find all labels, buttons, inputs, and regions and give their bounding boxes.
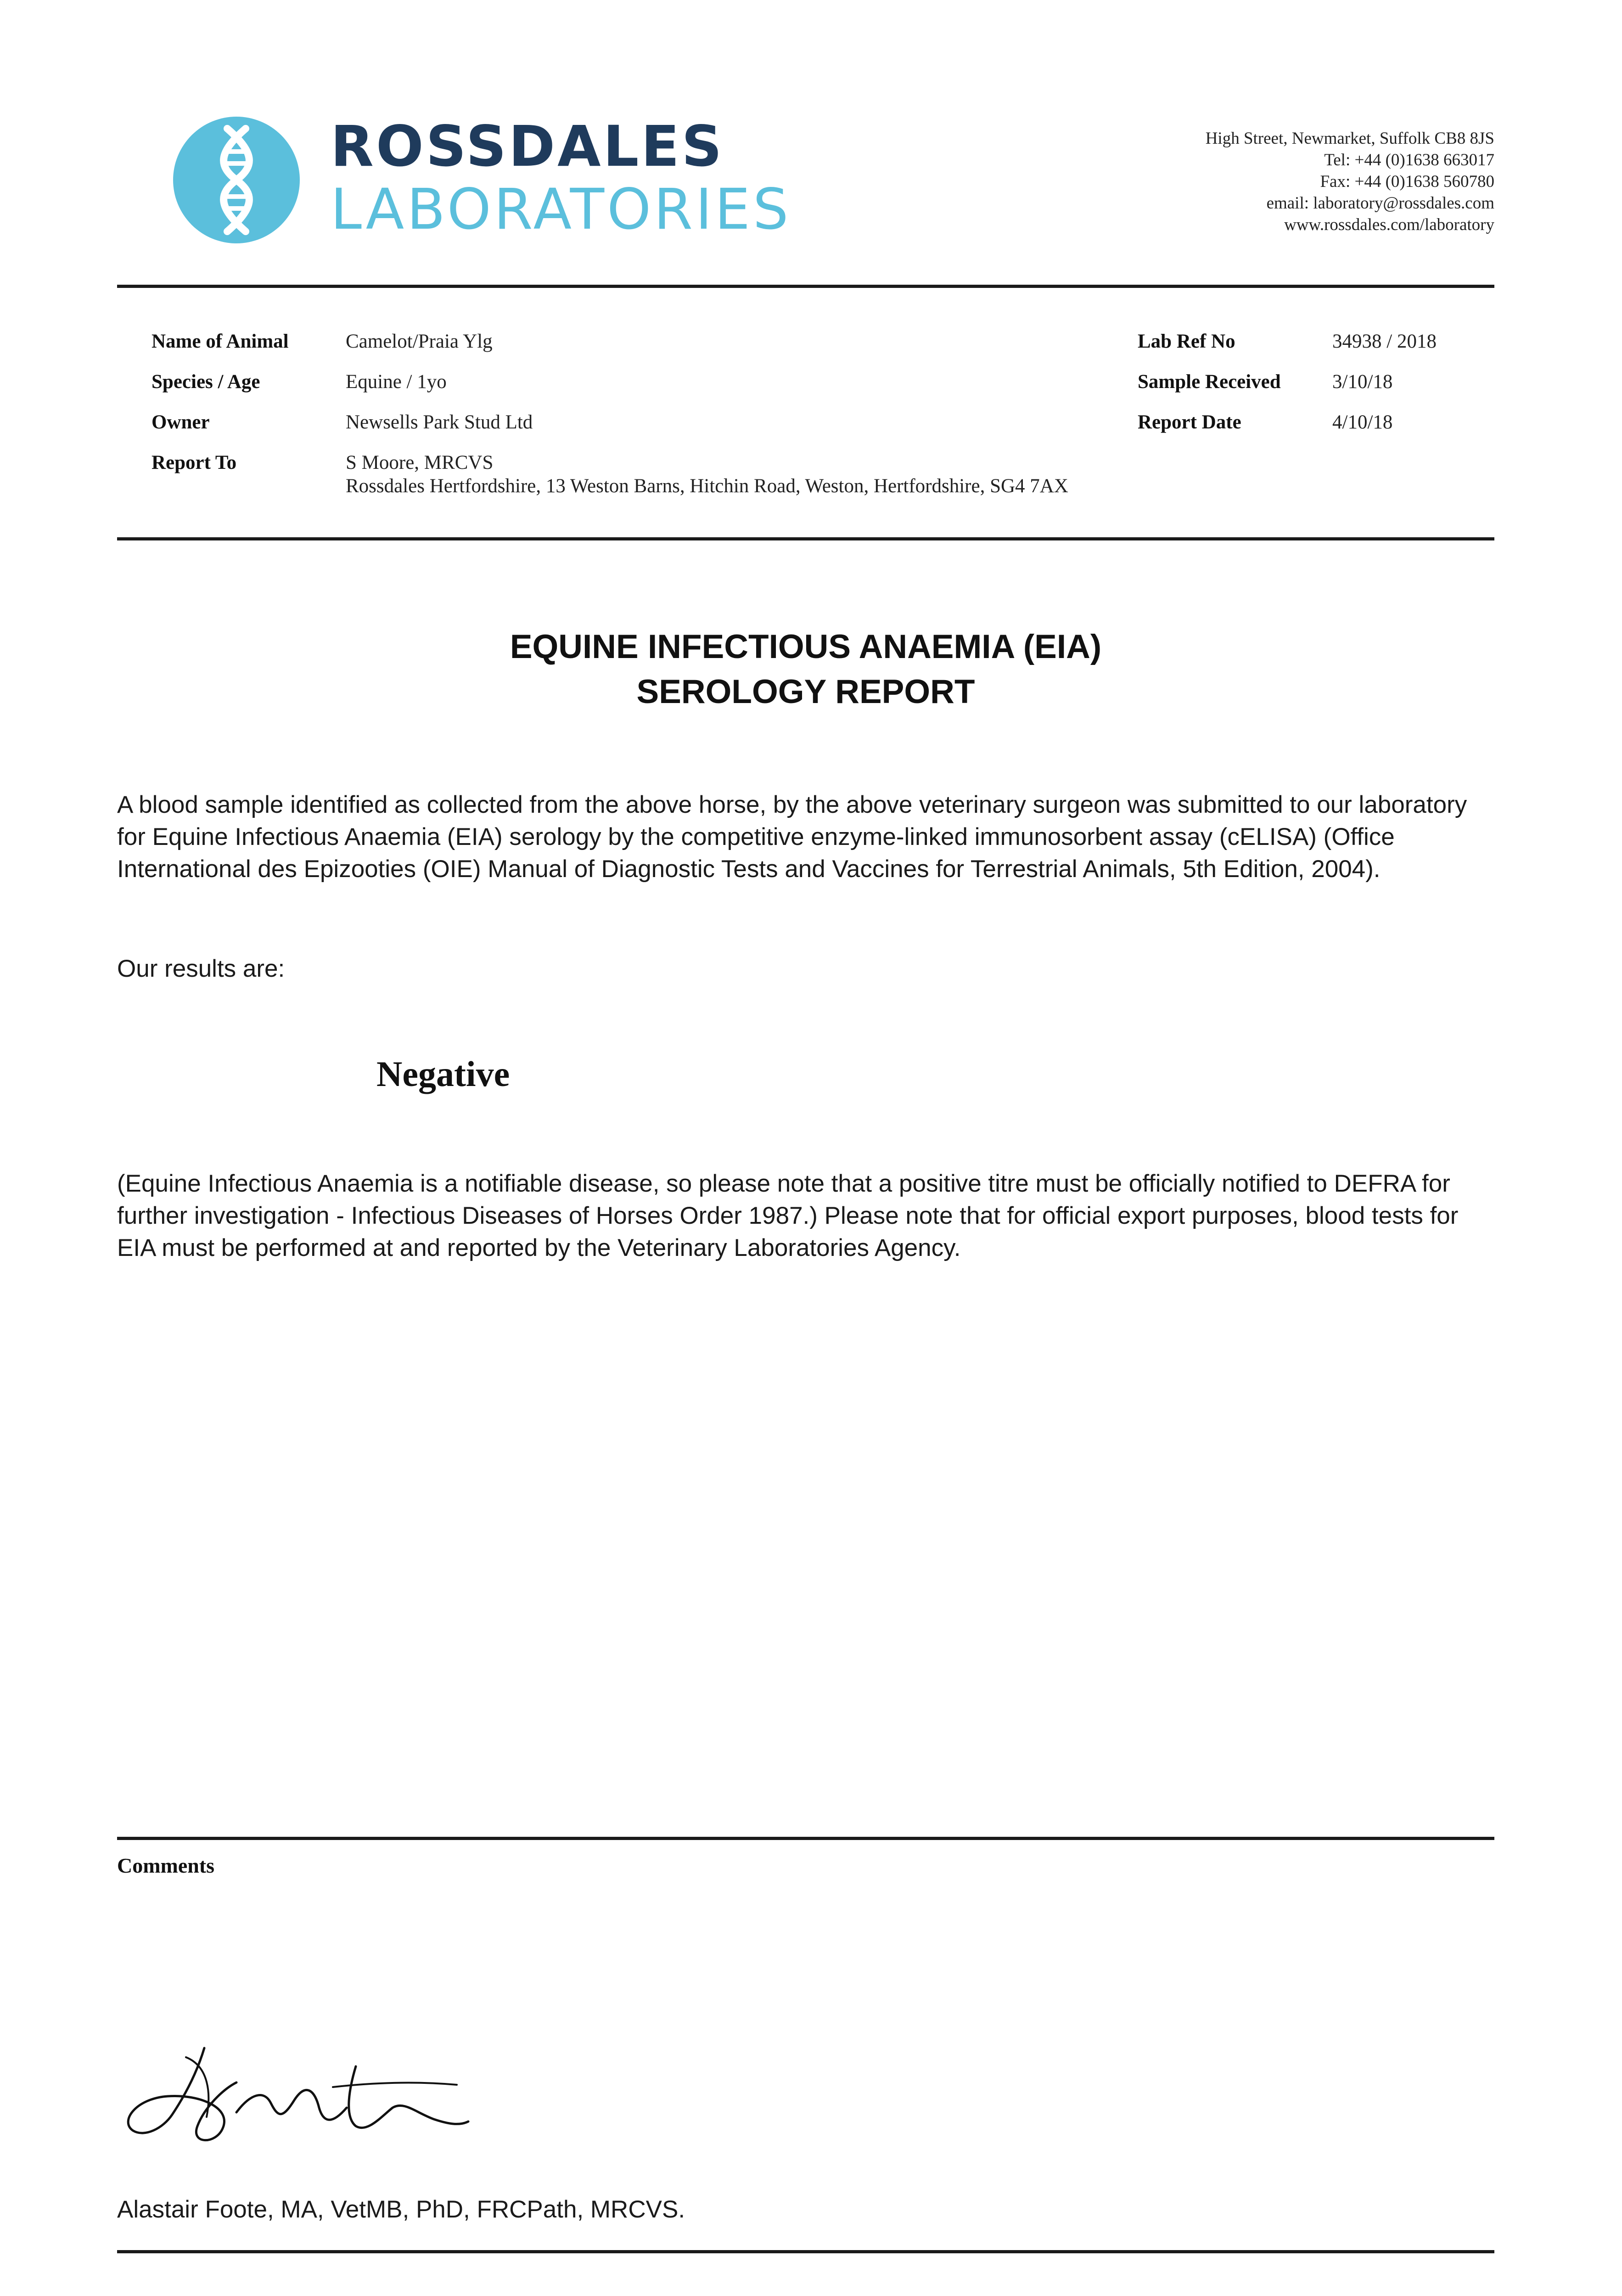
report-title-line1: EQUINE INFECTIOUS ANAEMIA (EIA) xyxy=(510,628,1102,665)
owner-label: Owner xyxy=(152,411,210,433)
species-age-label: Species / Age xyxy=(152,371,260,393)
brand-subtitle: LABORATORIES xyxy=(331,177,791,242)
results-intro: Our results are: xyxy=(117,955,285,982)
test-result: Negative xyxy=(376,1054,510,1094)
lab-ref-no-value: 34938 / 2018 xyxy=(1332,331,1437,352)
lab-ref-no-label: Lab Ref No xyxy=(1138,331,1235,352)
comments-label: Comments xyxy=(117,1854,215,1877)
report-intro: A blood sample identified as collected from the above horse, by the above veterinary surgeon was submitted to our laboratory for Equine Infectious Anaemia (EIA) serology by the competitive enzyme-linked immunosorbent assay (cELISA) (Office International des Epizooties (OIE) Manual of Diagnostic Tests and Vaccines for Terrestrial Animals, 5th Edition, 2004). xyxy=(117,791,1467,883)
report-to-label: Report To xyxy=(152,452,237,473)
contact-block xyxy=(1206,128,1494,236)
contact-address: High Street, Newmarket, Suffolk CB8 8JS xyxy=(1205,129,1494,148)
header-divider xyxy=(117,285,1494,288)
dna-helix-icon xyxy=(172,116,301,244)
comments-divider xyxy=(117,1837,1494,1840)
contact-tel: Tel: +44 (0)1638 663017 xyxy=(1324,151,1494,169)
report-to-address: Rossdales Hertfordshire, 13 Weston Barns, Hitchin Road, Weston, Hertfordshire, SG4 7AX xyxy=(346,475,1068,497)
report-date-label: Report Date xyxy=(1138,411,1241,433)
sample-received-label: Sample Received xyxy=(1138,371,1281,393)
species-age-value: Equine / 1yo xyxy=(346,371,447,393)
contact-fax: Fax: +44 (0)1638 560780 xyxy=(1320,172,1494,191)
report-title-line2: SEROLOGY REPORT xyxy=(636,673,975,710)
name-of-animal-label: Name of Animal xyxy=(152,331,289,352)
footer-divider xyxy=(117,2250,1494,2253)
contact-website: www.rossdales.com/laboratory xyxy=(1284,215,1494,234)
brand-name: ROSSDALES xyxy=(331,114,724,179)
signatory-name: Alastair Foote, MA, VetMB, PhD, FRCPath, MRCVS. xyxy=(117,2196,685,2223)
info-divider xyxy=(117,537,1494,540)
name-of-animal-value: Camelot/Praia Ylg xyxy=(346,331,493,352)
sample-received-value: 3/10/18 xyxy=(1332,371,1393,393)
report-to-name: S Moore, MRCVS xyxy=(346,452,494,473)
signature-image xyxy=(117,2039,475,2158)
contact-email: email: laboratory@rossdales.com xyxy=(1266,194,1494,213)
report-note: (Equine Infectious Anaemia is a notifiable disease, so please note that a positive titre must be officially notified to DEFRA for further investigation - Infectious Diseases of Horses Order 1987.) Please note that for official export purposes, blood tests for EIA must be performed at and reported by the Veterinary Laboratories Agency. xyxy=(117,1170,1459,1261)
owner-value: Newsells Park Stud Ltd xyxy=(346,411,533,433)
report-date-value: 4/10/18 xyxy=(1332,411,1393,433)
